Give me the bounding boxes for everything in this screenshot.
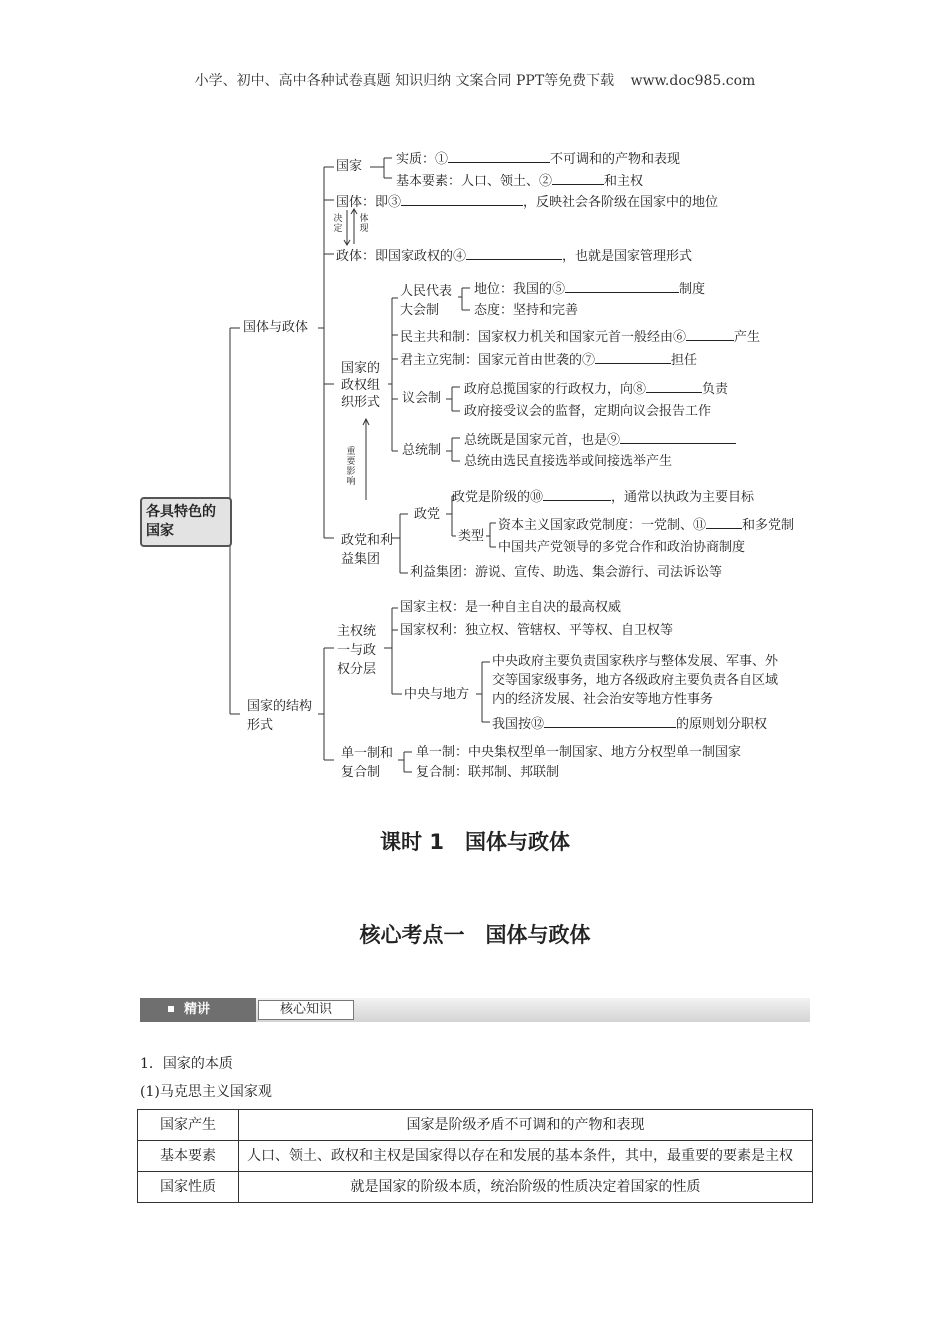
node-yihui: 议会制 <box>402 391 442 406</box>
node-shizhi: 实质：① 不可调和的产物和表现 <box>396 152 681 167</box>
node-zhongyang-3: 内的经济发展、社会治安等地方性事务 <box>492 692 714 707</box>
node-junzhu: 君主立宪制：国家元首由世袭的⑦ 担任 <box>400 353 698 368</box>
node-zongtong: 总统制 <box>402 443 442 458</box>
label-zhongyao-yingxiang: 重要影响 <box>346 447 356 487</box>
node-diwei: 地位：我国的⑤ 制度 <box>474 282 706 297</box>
node-renda: 人民代表大会制 <box>400 284 453 318</box>
node-zuzhi-xingshi: 国家的政权组织形式 <box>341 361 381 410</box>
node-yihui-2: 政府接受议会的监督，定期向议会报告工作 <box>464 404 712 419</box>
table-row <box>138 1141 813 1172</box>
node-fuhe: 复合制：联邦制、邦联制 <box>416 765 560 780</box>
node-yaosu: 基本要素：人口、领土、② 和主权 <box>396 174 644 189</box>
table-row <box>138 1172 813 1203</box>
node-zhongyang-4: 我国按⑫ 的原则划分职权 <box>492 717 768 732</box>
header-url[interactable]: www.doc985.com <box>630 73 756 89</box>
node-zhongyang-2: 交等国家级事务，地方各级政府主要负责各自区域 <box>492 673 779 688</box>
label-tixian: 体现 <box>359 214 369 234</box>
node-zongtong-2: 总统由选民直接选举或间接选举产生 <box>464 454 673 469</box>
node-zhuquan-1: 国家主权：是一种自主自决的最高权威 <box>400 600 622 615</box>
hexin-zhishi-tab: 核心知识 <box>258 1000 354 1020</box>
node-leixing-1: 资本主义国家政党制度：一党制、⑪ 和多党制 <box>498 518 795 533</box>
node-danyi: 单一制：中央集权型单一制国家、地方分权型单一制国家 <box>416 745 742 760</box>
mindmap-root: 各具特色的国家 <box>140 497 232 547</box>
node-guoti: 国体：即③ ，反映社会各阶级在国家中的地位 <box>336 195 719 210</box>
node-taidu: 态度：坚持和完善 <box>474 303 579 318</box>
table-cell-value: 国家是阶级矛盾不可调和的产物和表现 <box>239 1110 813 1141</box>
node-guoti-zhengti: 国体与政体 <box>243 320 309 335</box>
node-zhengdang: 政党 <box>414 507 441 522</box>
node-liyi: 利益集团：游说、宣传、助选、集会游行、司法诉讼等 <box>410 565 723 580</box>
node-guojia: 国家 <box>336 159 363 174</box>
node-zhengdang-1: 政党是阶级的⑩ ，通常以执政为主要目标 <box>452 490 755 505</box>
table-row <box>138 1110 813 1141</box>
node-zhengdang-liyi: 政党和利益集团 <box>341 533 394 567</box>
jingjiang-label: 精讲 <box>140 998 256 1022</box>
node-leixing: 类型 <box>458 529 485 544</box>
label-jueding: 决定 <box>333 214 343 234</box>
table-cell-key: 国家性质 <box>138 1172 239 1203</box>
node-minzhu: 民主共和制：国家权力机关和国家元首一般经由⑥ 产生 <box>400 330 761 345</box>
node-jiegou: 国家的结构形式 <box>247 699 313 733</box>
node-zongtong-1: 总统既是国家元首，也是⑨ <box>464 431 736 449</box>
header-left-text: 小学、初中、高中各种试卷真题 知识归纳 文案合同 PPT等免费下载 <box>194 73 615 89</box>
section-title: 核心考点一 国体与政体 <box>359 923 591 947</box>
table-cell-key: 基本要素 <box>138 1141 239 1172</box>
node-zhongyang: 中央与地方 <box>404 687 470 702</box>
node-zhengti: 政体：即国家政权的④ ，也就是国家管理形式 <box>336 249 693 264</box>
table-cell-value: 就是国家的阶级本质，统治阶级的性质决定着国家的性质 <box>239 1172 813 1203</box>
node-yihui-1: 政府总揽国家的行政权力，向⑧ 负责 <box>464 382 729 397</box>
lesson-title: 课时 1 国体与政体 <box>380 830 570 854</box>
square-bullet-icon <box>168 1006 174 1012</box>
table-cell-value: 人口、领土、政权和主权是国家得以存在和发展的基本条件，其中，最重要的要素是主权 <box>239 1141 813 1172</box>
table-cell-key: 国家产生 <box>138 1110 239 1141</box>
node-leixing-2: 中国共产党领导的多党合作和政治协商制度 <box>498 540 746 555</box>
node-zhuquan: 主权统一与政权分层 <box>337 624 377 677</box>
node-zhongyang-1: 中央政府主要负责国家秩序与整体发展、军事、外 <box>492 654 779 669</box>
heading-1: 1．国家的本质 <box>140 1056 233 1072</box>
knowledge-table <box>137 1109 813 1203</box>
heading-1-1: (1)马克思主义国家观 <box>140 1084 272 1100</box>
section-bar <box>140 998 810 1022</box>
node-zhuquan-2: 国家权利：独立权、管辖权、平等权、自卫权等 <box>400 623 674 638</box>
node-danyi-fuhe: 单一制和复合制 <box>341 746 394 780</box>
